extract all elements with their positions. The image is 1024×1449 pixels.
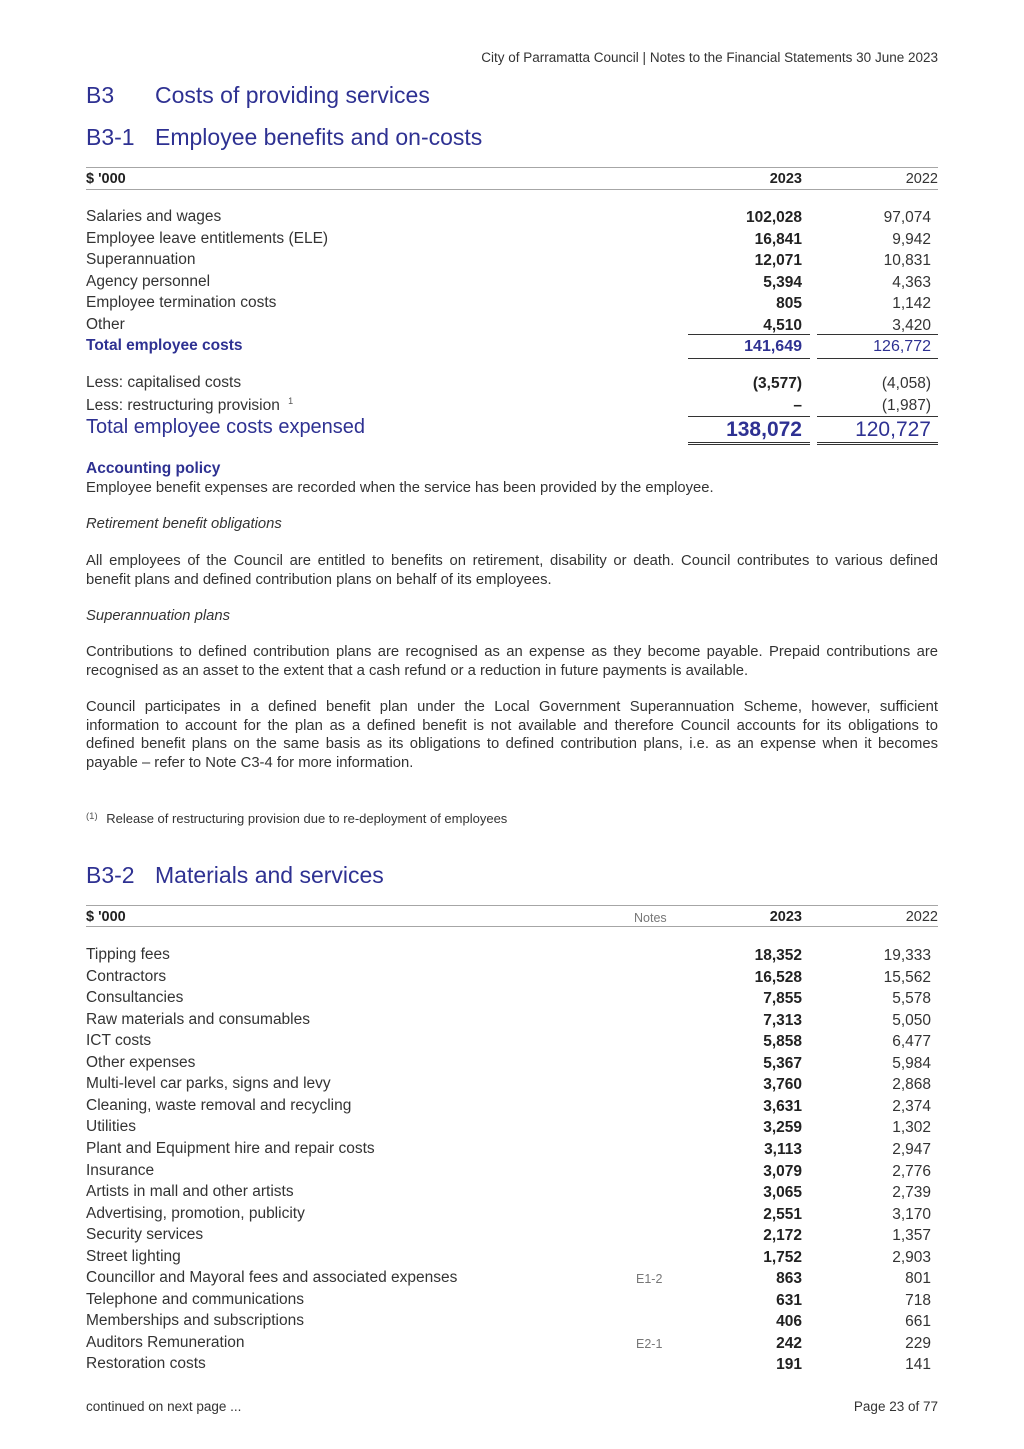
row-label: Insurance: [86, 1161, 155, 1179]
super-text-2: Council participates in a defined benefit plan under the Local Government Superannuation Scheme, however, sufficient information to account for the plan as a defined benefit is not available and therefore Council accounts for its obligations to defined benefit plans on the same basis as its obligations to defined contribution plans, i.e. as an expense when it becomes payable – refer to Note C3-4 for more information.: [86, 699, 938, 771]
table-row: [86, 1312, 938, 1333]
value-2022: 2,868: [892, 1076, 931, 1094]
value-2022: 5,578: [892, 990, 931, 1008]
value-2022: 4,363: [892, 273, 931, 291]
table-row: [86, 1334, 938, 1355]
table-row: [86, 1355, 938, 1376]
total-label: Total employee costs: [86, 337, 243, 354]
row-label: Artists in mall and other artists: [86, 1183, 294, 1201]
table-row: [86, 989, 938, 1010]
table-row: [86, 1140, 938, 1161]
row-label: Employee termination costs: [86, 294, 277, 312]
value-2023: 16,528: [754, 968, 802, 986]
materials-col-label: $ '000: [86, 909, 126, 925]
value-2022: 229: [905, 1334, 931, 1352]
super-text-1: Contributions to defined contribution plans are recognised as an expense as they become payable. Prepaid contributions are recognised as an asset to the extent that a cash refund or a reduction in future payments is available.: [86, 644, 938, 679]
value-2023: 4,510: [763, 317, 802, 334]
table-row: [86, 273, 938, 294]
row-label: Other expenses: [86, 1053, 196, 1071]
grand-dbl-2022-a: [817, 442, 938, 443]
value-2023: 102,028: [745, 209, 802, 226]
total-line-2022: [817, 358, 938, 359]
table-row: [86, 1075, 938, 1096]
value-2023: 16,841: [754, 230, 802, 248]
value-2022: 9,942: [892, 230, 931, 248]
employee-col-2022: 2022: [905, 171, 938, 187]
row-label: Superannuation: [86, 251, 196, 269]
value-2022: 6,477: [892, 1033, 931, 1051]
value-2022: 2,903: [892, 1248, 931, 1266]
row-label: Cleaning, waste removal and recycling: [86, 1096, 352, 1114]
value-2022: 3,420: [892, 317, 931, 334]
table-row: [86, 946, 938, 967]
value-2023: 5,367: [763, 1054, 802, 1072]
row-label: Plant and Equipment hire and repair costs: [86, 1139, 375, 1157]
table-row: [86, 1205, 938, 1226]
materials-heading: [86, 862, 886, 892]
materials-title: Materials and services: [155, 862, 384, 888]
employee-heading: [86, 124, 886, 154]
table-row: [86, 208, 938, 229]
row-note: E1-2: [636, 1272, 663, 1287]
value-2022: 661: [905, 1313, 931, 1331]
row-label: Agency personnel: [86, 272, 211, 290]
value-2022: 10,831: [883, 252, 931, 270]
value-2022: 141: [905, 1356, 931, 1374]
table-row: [86, 230, 938, 251]
value-2022: 5,050: [892, 1011, 931, 1029]
materials-col-notes: Notes: [634, 911, 667, 925]
grand-total-2022: 120,727: [855, 418, 931, 441]
total-2022: 126,772: [873, 338, 931, 355]
value-2023: 1,752: [763, 1248, 802, 1266]
grand-dbl-2022-b: [817, 444, 938, 445]
total-line-2023: [688, 358, 810, 359]
value-2023: 242: [776, 1334, 802, 1352]
value-2023: 406: [776, 1313, 802, 1331]
value-2022: 1,142: [892, 295, 931, 313]
value-2023: 191: [776, 1356, 802, 1374]
table-row: [86, 1032, 938, 1053]
less-2023: (3,577): [752, 375, 802, 392]
less-row: [86, 396, 938, 417]
footnote: [86, 811, 507, 826]
table-row: [86, 1162, 938, 1183]
table-row: [86, 1226, 938, 1247]
value-2023: 3,631: [763, 1097, 802, 1115]
value-2022: 3,170: [892, 1205, 931, 1223]
less-2023: –: [793, 397, 802, 414]
employee-col-label: $ '000: [86, 171, 126, 187]
value-2022: 2,739: [892, 1184, 931, 1202]
row-label: Street lighting: [86, 1247, 181, 1265]
row-label: Multi-level car parks, signs and levy: [86, 1075, 331, 1093]
value-2022: 19,333: [883, 947, 931, 964]
value-2022: 5,984: [892, 1054, 931, 1072]
page-header: City of Parramatta Council | Notes to the Financial Statements 30 June 2023: [481, 50, 938, 65]
value-2023: 3,760: [763, 1076, 802, 1094]
value-2023: 3,113: [764, 1140, 802, 1158]
value-2023: 3,065: [763, 1184, 802, 1202]
value-2022: 2,374: [892, 1097, 931, 1115]
value-2023: 2,551: [763, 1205, 802, 1223]
value-2023: 805: [776, 295, 802, 313]
row-label: Utilities: [86, 1118, 136, 1136]
grand-total-2023: 138,072: [726, 418, 802, 441]
section-number: B3: [86, 82, 115, 108]
materials-number: B3-2: [86, 862, 135, 888]
table-row: [86, 1054, 938, 1075]
subtotal-line-2022: [817, 334, 938, 335]
less-row: [86, 374, 938, 395]
table-row: [86, 1183, 938, 1204]
employee-number: B3-1: [86, 124, 135, 150]
materials-col-2022: 2022: [905, 909, 938, 925]
table-row: [86, 1269, 938, 1290]
value-2023: 12,071: [754, 252, 802, 270]
value-2022: 2,947: [892, 1140, 931, 1158]
section-heading: [86, 82, 886, 112]
row-label: Memberships and subscriptions: [86, 1312, 304, 1330]
subtotal-line-2023: [688, 334, 810, 335]
value-2023: 5,858: [763, 1033, 802, 1051]
row-label: Security services: [86, 1226, 204, 1244]
super-heading: Superannuation plans: [86, 608, 230, 624]
value-2023: 3,079: [763, 1162, 802, 1180]
employee-title: Employee benefits and on-costs: [155, 124, 483, 150]
row-label: Restoration costs: [86, 1355, 206, 1373]
row-note: E2-1: [636, 1336, 663, 1351]
materials-top-rule: [86, 905, 938, 906]
table-row: [86, 1118, 938, 1139]
value-2022: 97,074: [883, 209, 931, 226]
value-2023: 2,172: [763, 1227, 802, 1245]
value-2022: 2,776: [892, 1162, 931, 1180]
policy-heading: Accounting policy: [86, 460, 221, 477]
employee-col-2023: 2023: [769, 171, 802, 187]
row-label: Contractors: [86, 967, 167, 985]
row-label: Advertising, promotion, publicity: [86, 1204, 305, 1222]
retirement-text: All employees of the Council are entitled to benefits on retirement, disability or death. Council contributes to various defined benefit plans and defined contribution plans on behalf of its employees.: [86, 553, 938, 588]
value-2023: 18,352: [754, 947, 802, 964]
table-header-rule: [86, 189, 938, 190]
value-2022: 15,562: [883, 968, 931, 986]
total-2023: 141,649: [744, 338, 802, 355]
value-2023: 7,855: [763, 990, 802, 1008]
materials-header-rule: [86, 926, 938, 927]
row-label: Salaries and wages: [86, 208, 222, 225]
row-label: Auditors Remuneration: [86, 1333, 245, 1351]
less-2022: (1,987): [881, 397, 931, 414]
footnote-text: Release of restructuring provision due to re-deployment of employees: [106, 811, 508, 826]
page-number: Page 23 of 77: [853, 1399, 938, 1414]
value-2023: 7,313: [763, 1011, 802, 1029]
row-label: Tipping fees: [86, 946, 170, 963]
continued-note: continued on next page ...: [86, 1399, 242, 1414]
table-row: [86, 1097, 938, 1118]
row-label: Other: [86, 316, 125, 333]
grand-total-row: [86, 416, 938, 442]
table-row: [86, 1011, 938, 1032]
value-2022: 1,302: [892, 1119, 931, 1137]
table-row: [86, 294, 938, 315]
footnote-ref: 1: [288, 396, 294, 406]
value-2022: 801: [905, 1270, 931, 1288]
table-row: [86, 1248, 938, 1269]
grand-dbl-2023-a: [688, 442, 810, 443]
value-2023: 5,394: [763, 273, 802, 291]
policy-intro: Employee benefit expenses are recorded when the service has been provided by the employee.: [86, 480, 714, 496]
materials-col-2023: 2023: [769, 909, 802, 925]
row-label: Consultancies: [86, 989, 184, 1007]
row-label: Telephone and communications: [86, 1290, 304, 1308]
retirement-heading: Retirement benefit obligations: [86, 516, 282, 532]
row-label: Raw materials and consumables: [86, 1010, 310, 1028]
table-row: [86, 1291, 938, 1312]
table-row: [86, 316, 938, 337]
grand-dbl-2023-b: [688, 444, 810, 445]
value-2023: 3,259: [763, 1119, 802, 1137]
less-label: Less: capitalised costs: [86, 374, 242, 391]
less-2022: (4,058): [881, 375, 931, 392]
footnote-marker: (1): [86, 811, 98, 822]
table-top-rule: [86, 167, 938, 168]
value-2023: 631: [776, 1291, 802, 1309]
less-label: Less: restructuring provision: [86, 397, 280, 415]
table-row: [86, 251, 938, 272]
value-2022: 718: [905, 1291, 931, 1309]
value-2023: 863: [776, 1270, 802, 1288]
section-title: Costs of providing services: [155, 82, 430, 108]
row-label: Employee leave entitlements (ELE): [86, 229, 329, 247]
total-employee-row: [86, 337, 938, 358]
row-label: ICT costs: [86, 1032, 152, 1050]
row-label: Councillor and Mayoral fees and associated expenses: [86, 1269, 458, 1287]
grand-total-label: Total employee costs expensed: [86, 416, 366, 438]
value-2022: 1,357: [892, 1227, 931, 1245]
table-row: [86, 968, 938, 989]
